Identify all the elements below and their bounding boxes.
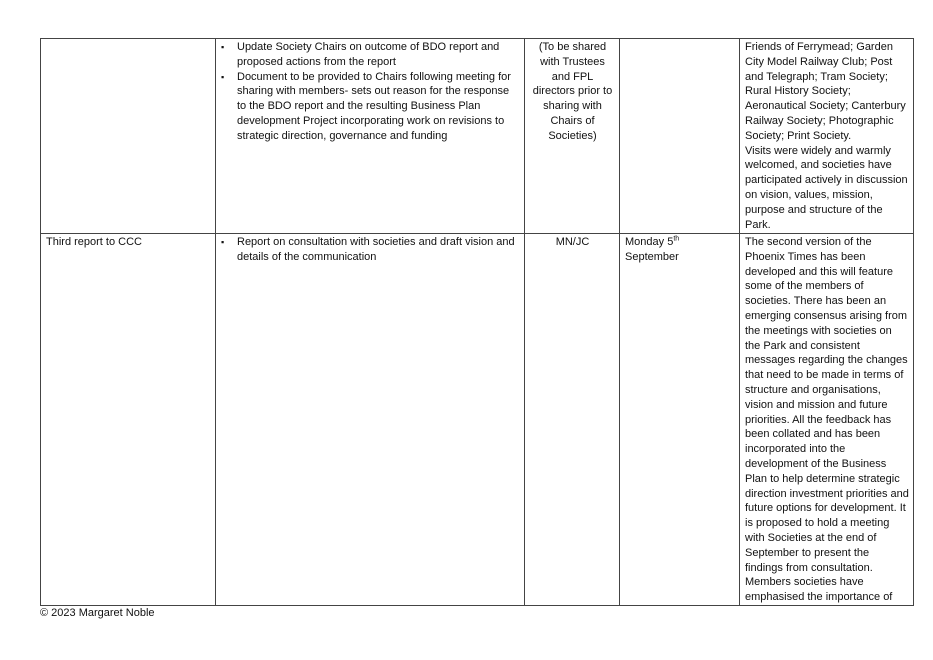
activity-cell: Third report to CCC <box>41 234 216 606</box>
notes-cell <box>740 39 914 234</box>
action-item: ▪ Update Society Chairs on outcome of BDO report and proposed actions from the report <box>237 40 520 70</box>
responsibility-cell: (To be shared with Trustees and FPL directors prior to sharing with Chairs of Societies) <box>525 39 620 234</box>
notes-paragraph: Friends of Ferrymead; Garden City Model Railway Club; Post and Telegraph; Tram Society; Rural History Society; Aeronautical Society; Canterbury Railway Society; Photographic Society; Print Society. <box>745 41 906 142</box>
responsibility-cell: MN/JC <box>525 234 620 606</box>
date-cell <box>620 39 740 234</box>
notes-cell <box>740 234 914 606</box>
actions-cell <box>216 234 525 606</box>
activity-cell <box>41 39 216 234</box>
actions-cell <box>216 39 525 234</box>
date-day: Monday 5 <box>625 236 674 248</box>
date-cell <box>620 234 740 606</box>
action-item: ▪ Document to be provided to Chairs following meeting for sharing with members- sets out reason for the response to the BDO report and the resulting Business Plan development Project incorporating work on revisions to strategic direction, governance and funding <box>237 70 520 144</box>
table-row <box>41 39 914 234</box>
action-list <box>221 235 520 265</box>
notes-paragraph: Visits were widely and warmly welcomed, and societies have participated actively in discussion on vision, values, mission, purpose and structure of the Park. <box>745 144 908 231</box>
date-month: September <box>625 250 679 263</box>
action-list <box>221 40 520 144</box>
plan-table <box>40 38 914 606</box>
action-item: ▪ Report on consultation with societies and draft vision and details of the communication <box>237 235 520 265</box>
date-suffix: th <box>673 235 680 243</box>
copyright-footer: © 2023 Margaret Noble <box>40 607 155 619</box>
notes-paragraph: The second version of the Phoenix Times has been developed and this will feature some of the members of societies. There has been an emerging consensus arising from the meetings with societies on the Park and consistent messages regarding the changes that need to be made in terms of structure and organisations, vision and mission and future priorities. All the feedback has been collated and has been incorporated into the development of the Business Plan to help determine strategic direction investment priorities and future options for development. It is proposed to hold a meeting with Societies at the end of September to present the findings from consultation. Members societies have emphasised the importance of <box>745 236 909 604</box>
table-row <box>41 234 914 606</box>
